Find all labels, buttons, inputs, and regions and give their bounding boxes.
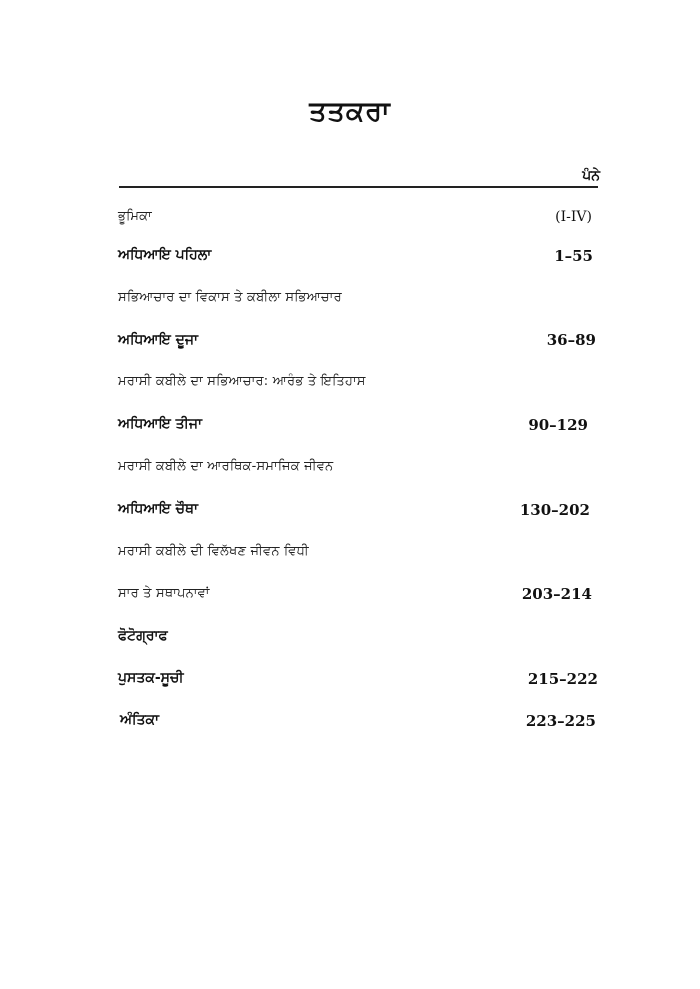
toc-entry-chapter-4-subtitle: ਮਰਾਸੀ ਕਬੀਲੇ ਦੀ ਵਿਲੱਖਣ ਜੀਵਨ ਵਿਧੀ bbox=[118, 544, 309, 559]
toc-entry-chapter-2-subtitle: ਮਰਾਸੀ ਕਬੀਲੇ ਦਾ ਸਭਿਆਚਾਰ: ਆਰੰਭ ਤੇ ਇਤਿਹਾਸ bbox=[118, 374, 366, 389]
toc-entry-introduction: ਭੂਮਿਕਾ bbox=[118, 209, 152, 224]
toc-entry-chapter-4: ਅਧਿਆਇ ਚੌਥਾ bbox=[118, 501, 198, 517]
toc-entry-chapter-3: ਅਧਿਆਇ ਤੀਜਾ bbox=[118, 416, 202, 432]
toc-page-introduction: (I-IV) bbox=[555, 209, 592, 225]
toc-entry-chapter-1-subtitle: ਸਭਿਆਚਾਰ ਦਾ ਵਿਕਾਸ ਤੇ ਕਬੀਲਾ ਸਭਿਆਚਾਰ bbox=[118, 290, 342, 305]
toc-page-chapter-2: 36–89 bbox=[546, 331, 596, 349]
toc-entry-conclusions: ਸਾਰ ਤੇ ਸਥਾਪਨਾਵਾਂ bbox=[118, 586, 210, 601]
toc-entry-chapter-3-subtitle: ਮਰਾਸੀ ਕਬੀਲੇ ਦਾ ਆਰਥਿਕ-ਸਮਾਜਿਕ ਜੀਵਨ bbox=[118, 459, 334, 474]
toc-page-bibliography: 215–222 bbox=[527, 670, 598, 688]
page-title: ਤਤਕਰਾ bbox=[309, 96, 391, 127]
toc-page-appendix: 223–225 bbox=[525, 712, 596, 730]
toc-entry-chapter-1: ਅਧਿਆਇ ਪਹਿਲਾ bbox=[118, 247, 212, 263]
toc-entry-chapter-2: ਅਧਿਆਇ ਦੂਜਾ bbox=[118, 332, 199, 348]
toc-page-chapter-4: 130–202 bbox=[519, 501, 590, 519]
toc-page-conclusions: 203–214 bbox=[521, 585, 592, 603]
toc-page-chapter-1: 1–55 bbox=[554, 247, 593, 265]
toc-entry-photographs: ਫੋਟੋਗ੍ਰਾਫ bbox=[118, 628, 168, 644]
pages-column-header: ਪੰਨੇ bbox=[582, 168, 600, 184]
toc-page-chapter-3: 90–129 bbox=[528, 416, 588, 434]
header-divider bbox=[119, 186, 598, 188]
toc-entry-appendix: ਅੰਤਿਕਾ bbox=[120, 712, 160, 728]
toc-entry-bibliography: ਪੁਸਤਕ-ਸੂਚੀ bbox=[118, 670, 184, 686]
